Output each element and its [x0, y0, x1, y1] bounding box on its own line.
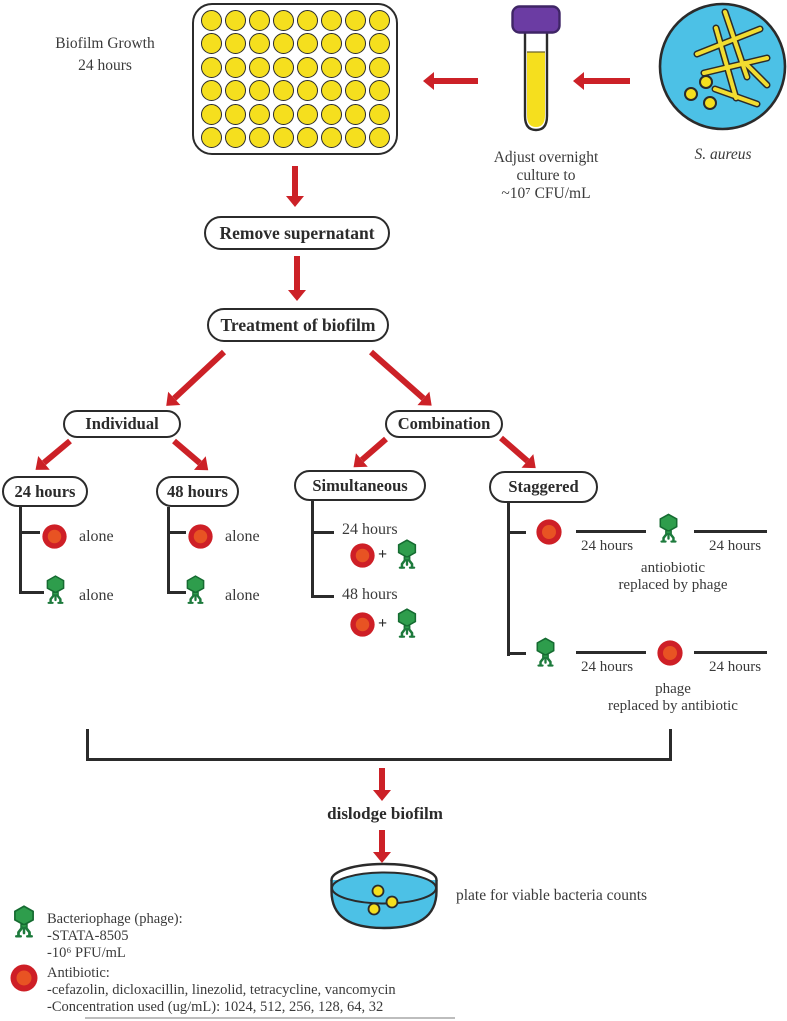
adjust-line3: ~10⁷ CFU/mL	[501, 185, 591, 202]
antibiotic-legend-title: Antibiotic:	[47, 965, 110, 981]
plate-well	[273, 10, 294, 31]
plate-well	[369, 104, 390, 125]
antibiotic-legend-line1: -cefazolin, dicloxacillin, linezolid, tetracycline, vancomycin	[47, 982, 396, 998]
bracket-tick-sim-1	[314, 531, 334, 534]
petri-dish-side-illustration	[328, 861, 440, 937]
plate-well	[225, 127, 246, 148]
phage-legend	[47, 911, 183, 962]
plate-well	[201, 57, 222, 78]
plate-well	[297, 57, 318, 78]
arrow-treatment-to-combination	[371, 352, 432, 406]
plate-well	[321, 33, 342, 54]
bracket-line-simultaneous	[311, 501, 314, 598]
plate-well	[345, 127, 366, 148]
individual-box: Individual	[63, 410, 181, 438]
bracket-tick-stag-2	[510, 652, 526, 655]
individual-24h-box: 24 hours	[2, 476, 88, 507]
biofilm-growth-line1: Biofilm Growth	[55, 35, 155, 52]
timeline-segment	[576, 530, 646, 533]
dislodge-biofilm-label: dislodge biofilm	[327, 804, 443, 823]
plate-well	[201, 104, 222, 125]
plate-well	[345, 104, 366, 125]
stag-row2-caption	[598, 681, 748, 715]
converge-bracket-left	[86, 729, 89, 761]
stag-row2-interval1: 24 hours	[581, 659, 634, 675]
phage-legend-line1: -STATA-8505	[47, 928, 129, 944]
stag-row1-caption-line2: replaced by phage	[618, 577, 728, 593]
plate-well	[321, 127, 342, 148]
plate-well	[225, 10, 246, 31]
bracket-tick-48h-2	[170, 591, 186, 594]
adjust-culture-label	[480, 149, 612, 203]
arrow-individual-to-48h	[174, 441, 208, 470]
phage-icon	[658, 513, 679, 546]
antibiotic-icon	[349, 611, 376, 638]
plate-well	[201, 80, 222, 101]
remove-supernatant-box: Remove supernatant	[204, 216, 390, 250]
plate-well	[321, 104, 342, 125]
stag-row1-caption	[598, 560, 748, 594]
arrow-combination-to-simultaneous	[354, 439, 386, 467]
stag-row2-caption-line1: phage	[655, 681, 691, 697]
culture-tube-illustration	[510, 4, 562, 140]
phage-icon	[185, 575, 206, 607]
phage-icon	[45, 575, 66, 607]
alone-label: alone	[225, 528, 260, 545]
plate-well	[201, 10, 222, 31]
sim-24h-label: 24 hours	[342, 521, 398, 538]
plate-well	[369, 33, 390, 54]
phage-legend-line2: -10⁶ PFU/mL	[47, 945, 126, 961]
arrow-individual-to-24h	[36, 441, 70, 470]
plus-sign: +	[378, 615, 388, 632]
antibiotic-icon	[187, 523, 214, 550]
stag-row1-interval1: 24 hours	[581, 538, 634, 554]
plate-well	[225, 57, 246, 78]
arrow-treatment-to-individual	[166, 352, 224, 406]
converge-bracket-right	[669, 729, 672, 761]
biofilm-growth-label	[35, 33, 175, 77]
plate-well	[297, 10, 318, 31]
alone-label: alone	[79, 528, 114, 545]
plate-well	[273, 80, 294, 101]
plate-well	[249, 127, 270, 148]
plate-well	[345, 80, 366, 101]
plate-well	[321, 80, 342, 101]
bracket-tick-24h-1	[22, 531, 40, 534]
plate-well	[249, 80, 270, 101]
alone-label: alone	[225, 587, 260, 604]
antibiotic-icon	[656, 639, 684, 667]
page-edge-line	[85, 1017, 455, 1019]
combination-box: Combination	[385, 410, 503, 438]
plate-well	[273, 104, 294, 125]
well-plate	[192, 3, 398, 155]
timeline-segment	[694, 651, 767, 654]
plate-well	[297, 104, 318, 125]
plate-well	[321, 57, 342, 78]
adjust-line2: culture to	[516, 167, 576, 184]
plate-well	[249, 10, 270, 31]
individual-48h-box: 48 hours	[156, 476, 239, 507]
converge-bracket-bottom	[86, 758, 672, 761]
simultaneous-box: Simultaneous	[294, 470, 426, 501]
plate-well	[345, 33, 366, 54]
biofilm-growth-line2: 24 hours	[78, 57, 132, 74]
plate-well	[249, 57, 270, 78]
plate-well	[225, 104, 246, 125]
antibiotic-icon	[41, 523, 68, 550]
plate-well	[249, 33, 270, 54]
bracket-tick-sim-2	[314, 595, 334, 598]
plate-well	[345, 10, 366, 31]
plate-well	[369, 80, 390, 101]
sim-48h-label: 48 hours	[342, 586, 398, 603]
bracket-tick-48h-1	[170, 531, 186, 534]
plus-sign: +	[378, 546, 388, 563]
bracket-line-48h	[167, 507, 170, 594]
plate-well	[273, 127, 294, 148]
arrow-combination-to-staggered	[501, 438, 536, 468]
plate-well	[225, 33, 246, 54]
bracket-line-24h	[19, 507, 22, 594]
phage-icon	[12, 905, 36, 941]
plate-well	[345, 57, 366, 78]
antibiotic-icon	[9, 963, 39, 993]
phage-legend-title: Bacteriophage (phage):	[47, 911, 183, 927]
s-aureus-label: S. aureus	[694, 146, 752, 163]
stag-row2-interval2: 24 hours	[709, 659, 762, 675]
alone-label: alone	[79, 587, 114, 604]
timeline-segment	[694, 530, 767, 533]
plate-count-caption: plate for viable bacteria counts	[456, 887, 648, 904]
antibiotic-legend	[47, 965, 396, 1016]
plate-well	[273, 57, 294, 78]
treatment-of-biofilm-box: Treatment of biofilm	[207, 308, 389, 342]
stag-row1-interval2: 24 hours	[709, 538, 762, 554]
plate-well	[297, 33, 318, 54]
phage-icon	[396, 539, 418, 572]
plate-well	[225, 80, 246, 101]
bracket-tick-stag-1	[510, 531, 526, 534]
plate-well	[273, 33, 294, 54]
plate-well	[369, 57, 390, 78]
plate-well	[369, 10, 390, 31]
antibiotic-icon	[349, 542, 376, 569]
timeline-segment	[576, 651, 646, 654]
plate-well	[201, 127, 222, 148]
antibiotic-legend-line2: -Concentration used (ug/mL): 1024, 512, 256, 128, 64, 32	[47, 999, 384, 1015]
bracket-line-staggered	[507, 503, 510, 656]
bracket-tick-24h-2	[22, 591, 44, 594]
staggered-box: Staggered	[489, 471, 598, 503]
plate-well	[249, 104, 270, 125]
plate-well	[321, 10, 342, 31]
stag-row2-caption-line2: replaced by antibiotic	[608, 698, 738, 714]
plate-well	[201, 33, 222, 54]
plate-well	[297, 127, 318, 148]
plate-well	[297, 80, 318, 101]
adjust-line1: Adjust overnight	[493, 149, 599, 166]
antibiotic-icon	[535, 518, 563, 546]
phage-icon	[535, 637, 556, 670]
petri-dish-top-illustration	[657, 1, 787, 132]
stag-row1-caption-line1: antiobiotic	[640, 560, 706, 576]
plate-well	[369, 127, 390, 148]
phage-icon	[396, 608, 418, 641]
